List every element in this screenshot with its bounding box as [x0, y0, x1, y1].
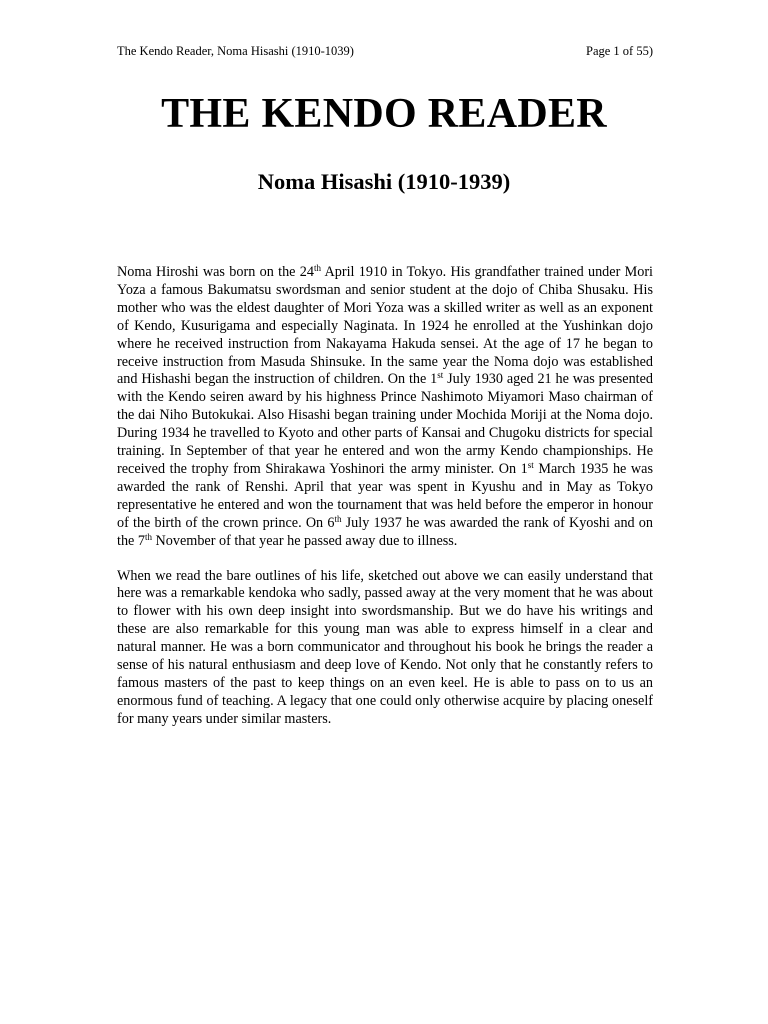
text-run: March 1935 he was awarded the rank of Renshi. April that year was spent in Kyushu and in May as Tokyo representative he entered and won the tournament that was held before the emperor in honour of the birth of the crown prince. On 6 [117, 460, 654, 531]
body-text [117, 264, 653, 746]
running-header [117, 43, 653, 59]
header-document-title: The Kendo Reader, Noma Hisashi (1910-1039) [117, 44, 354, 58]
ordinal-suffix: th [313, 263, 321, 273]
ordinal-suffix: th [334, 513, 342, 524]
ordinal-suffix: st [437, 370, 444, 381]
paragraph-commentary: When we read the bare outlines of his life, sketched out above we can easily understand that here was a remarkable kendoka who sadly, passed away at the very moment that he was about to flower with his own deep insight into swordsmanship. But we do have his writings and these are also remarkable for this young man was able to express himself in a clear and natural manner. He was a born communicator and throughout his book he brings the reader a sense of his natural enthusiasm and deep love of Kendo. Not only that he constantly refers to famous masters of the past to keep things on an even keel. He is able to pass on to us an enormous fund of teaching. A legacy that one could only otherwise acquire by placing oneself for many years under similar masters. [117, 567, 653, 727]
header-page-number: Page 1 of 55) [586, 44, 653, 58]
text-run: July 1937 he was awarded the rank of Kyoshi and on the 7 [117, 514, 653, 549]
text-run: November of that year he passed away due to illness. [152, 532, 458, 549]
document-title: THE KENDO READER [161, 91, 607, 137]
text-run: April 1910 in Tokyo. His grandfather trained under Mori Yoza a famous Bakumatsu swordsman and senior student at the dojo of Chiba Shusaku. His mother who was the eldest daughter of Mori Yoza was a skilled writer as well as an exponent of Kendo, Kusurigama and especially Naginata. In 1924 he enrolled at the Yushinkan dojo where he received instruction from Nakayama Hakuda sensei. At the age of 17 he began to receive instruction from Masuda Shinsuke. In the same year the Noma dojo was established and Hishashi began the instruction of children. On the 1 [117, 264, 653, 388]
text-run: Noma Hiroshi was born on the 24 [117, 264, 314, 280]
ordinal-suffix: st [527, 459, 534, 470]
paragraph-biography [117, 264, 653, 551]
ordinal-suffix: th [144, 531, 152, 542]
text-run: July 1930 aged 21 he was presented with the Kendo seiren award by his highness Prince Nashimoto Miyamori Maso chairman of the dai Niho Butokukai. Also Hisashi began training under Mochida Moriji at the Noma dojo. During 1934 he travelled to Kyoto and other parts of Kansai and Chugoku districts for special training. In September of that year he entered and won the army Kendo championships. He received the trophy from Shirakawa Yoshinori the army minister. On 1 [117, 371, 654, 477]
document-subtitle: Noma Hisashi (1910-1939) [257, 169, 511, 194]
